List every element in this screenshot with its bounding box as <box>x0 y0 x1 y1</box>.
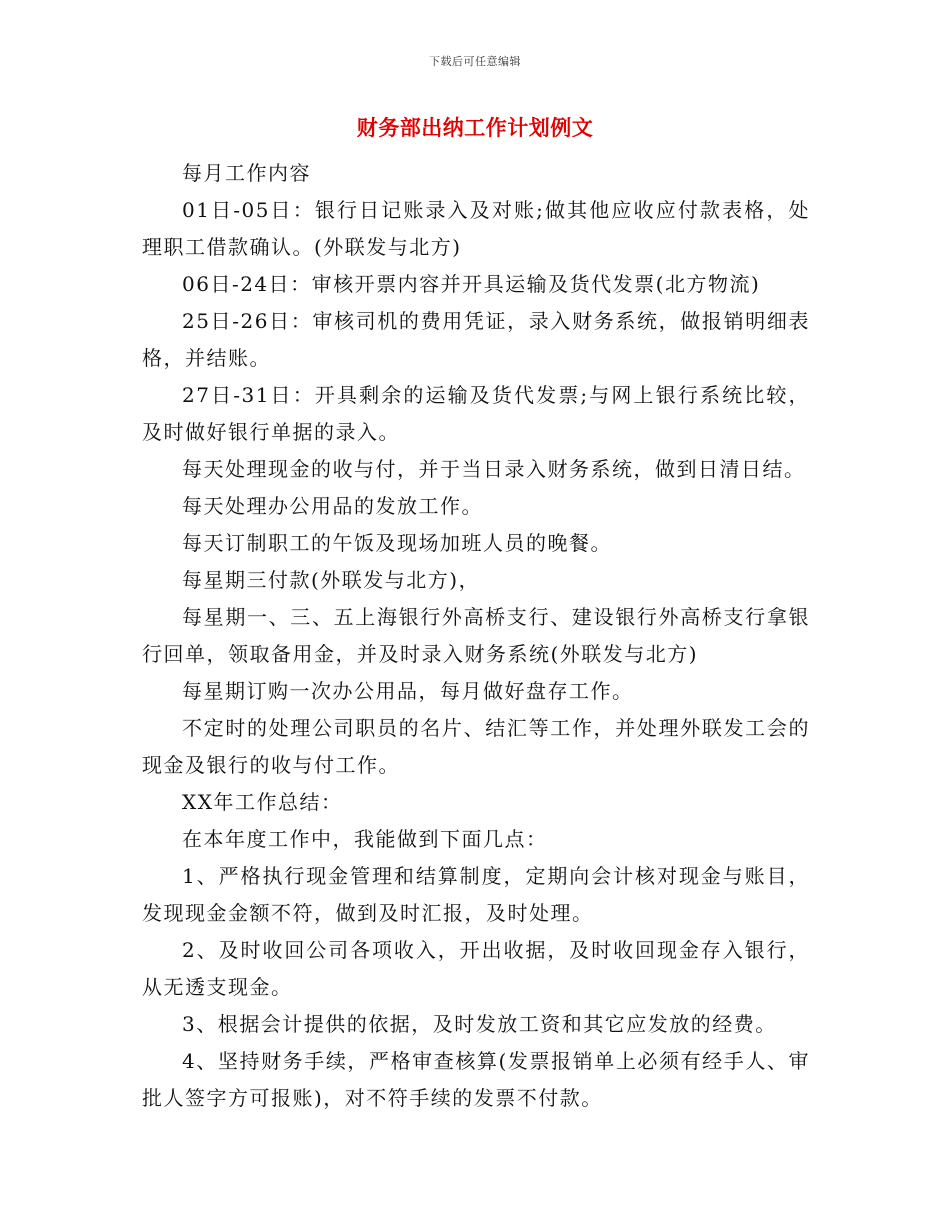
paragraph: 每星期订购一次办公用品，每月做好盘存工作。 <box>182 679 634 703</box>
paragraph: 1、严格执行现金管理和结算制度，定期向会计核对现金与账目，发现现金金额不符，做到及时汇报，及时处理。 <box>142 864 810 925</box>
paragraph: 3、根据会计提供的依据，及时发放工资和其它应发放的经费。 <box>182 1012 777 1036</box>
paragraph: 27日-31日：开具剩余的运输及货代发票;与网上银行系统比较，及时做好银行单据的录入。 <box>142 383 810 444</box>
paragraph: 每月工作内容 <box>182 161 311 185</box>
header-note: 下载后可任意编辑 <box>429 55 521 68</box>
paragraph: XX年工作总结： <box>182 790 343 814</box>
paragraph: 每天订制职工的午饭及现场加班人员的晚餐。 <box>182 531 612 555</box>
paragraph: 每星期一、三、五上海银行外高桥支行、建设银行外高桥支行拿银行回单，领取备用金，并及时录入财务系统(外联发与北方) <box>142 605 810 666</box>
paragraph: 不定时的处理公司职员的名片、结汇等工作，并处理外联发工会的现金及银行的收与付工作。 <box>142 716 810 777</box>
document-body <box>142 155 810 1117</box>
paragraph: 2、及时收回公司各项收入，开出收据，及时收回现金存入银行，从无透支现金。 <box>142 938 810 999</box>
paragraph: 每星期三付款(外联发与北方)， <box>182 568 481 592</box>
paragraph: 25日-26日：审核司机的费用凭证，录入财务系统，做报销明细表格，并结账。 <box>142 309 810 370</box>
paragraph: 在本年度工作中，我能做到下面几点： <box>182 827 548 851</box>
paragraph: 01日-05日：银行日记账录入及对账;做其他应收应付款表格，处理职工借款确认。(外联发与北方) <box>142 198 810 259</box>
page-title: 财务部出纳工作计划例文 <box>356 116 594 140</box>
paragraph: 每天处理办公用品的发放工作。 <box>182 494 483 518</box>
paragraph: 每天处理现金的收与付，并于当日录入财务系统，做到日清日结。 <box>182 457 806 481</box>
paragraph: 4、坚持财务手续，严格审查核算(发票报销单上必须有经手人、审批人签字方可报账)，对不符手续的发票不付款。 <box>142 1049 810 1110</box>
paragraph: 06日-24日：审核开票内容并开具运输及货代发票(北方物流) <box>182 272 761 296</box>
